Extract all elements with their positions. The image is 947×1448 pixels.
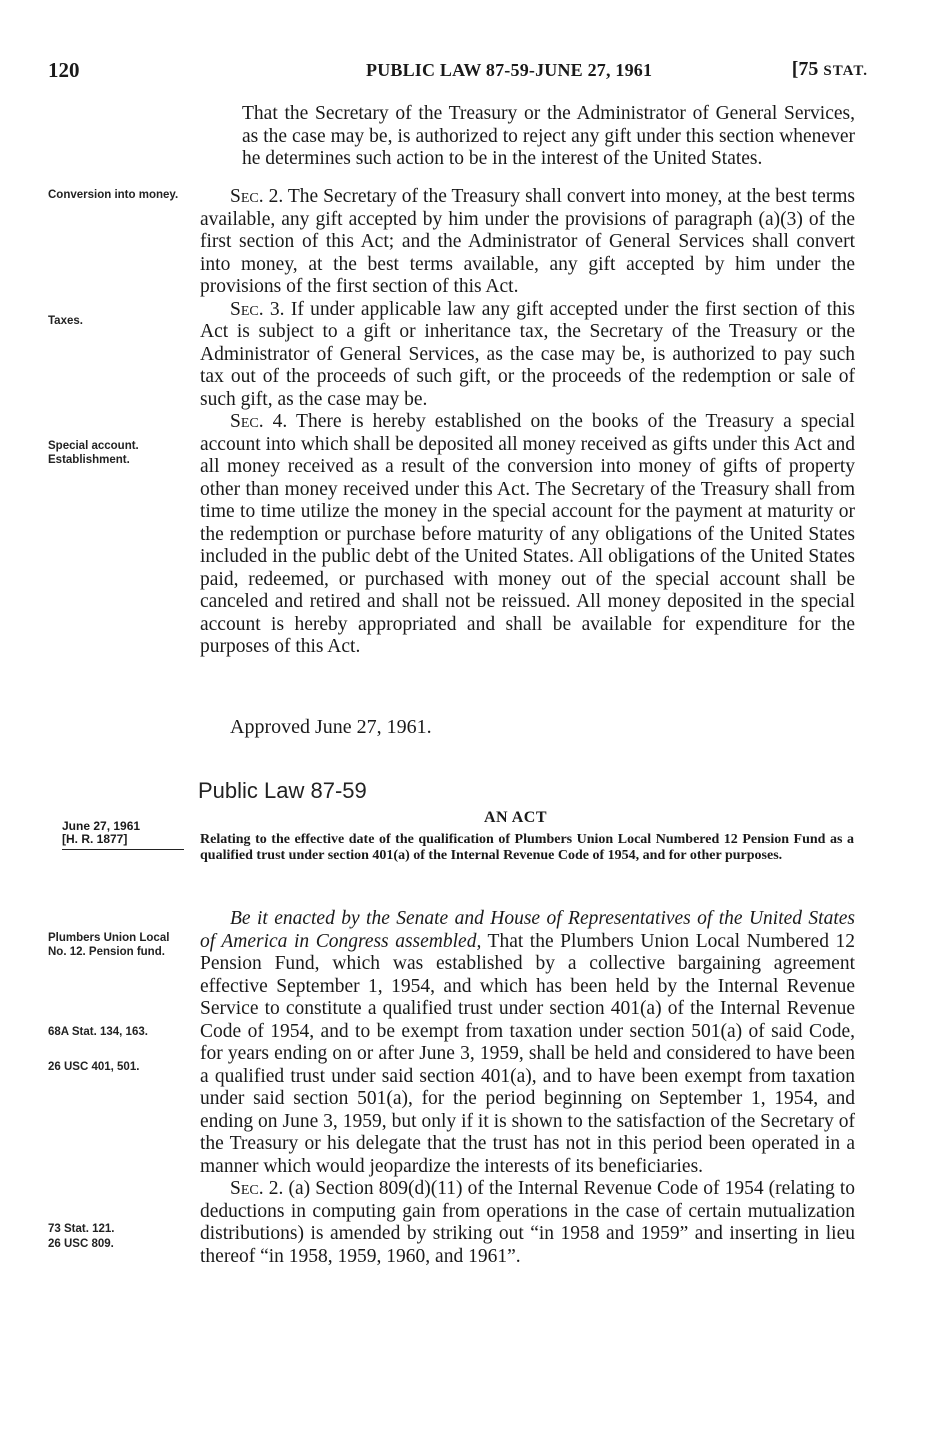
section-3 [200, 299, 855, 412]
volume-stat: STAT. [823, 63, 868, 79]
bill-number: [H. R. 1877] [62, 833, 184, 850]
law-section-1 [200, 908, 855, 1178]
page-number: 120 [48, 58, 80, 82]
intro-paragraph: That the Secretary of the Treasury or the Administrator of General Services, as the case may be, is authorized to reject any gift under this section whenever he determines such action to be in the interest of the United States. [242, 103, 855, 169]
section-3-label: Sec. 3. [230, 298, 285, 320]
section-4-text: There is hereby established on the books of the Treasury a special account into which shall be deposited all money received as gifts under this Act and all money received as a result of the conversion into money of gifts of property other than money received under this Act. The Secretary of the Treasury shall from time to time utilize the money in the special account for the payment at maturity or the redemption or purchase before maturity of any obligations of the United States included in the public debt of the United States. All obligations of the United States paid, redeemed, or purchased with money out of the special account shall be canceled and retired and shall not be reissued. All money deposited in the special account is hereby appropriated and shall be available for expenditure for the purposes of this Act. [200, 411, 855, 657]
act-caption [200, 832, 854, 864]
volume-prefix: [75 [791, 58, 824, 80]
margin-note-26-usc-401: 26 USC 401, 501. [48, 1061, 140, 1073]
section-2-label: Sec. 2. [230, 186, 284, 207]
margin-note-plumbers: Plumbers Union Local No. 12. Pension fund. [48, 932, 170, 958]
margin-note-special-account: Special account. Establishment. [48, 440, 139, 466]
enacting-clause: Be it enacted by the Senate and House of Representatives of the United States of America in Congress assembled, [200, 908, 855, 952]
body-sections [200, 186, 855, 659]
section-4 [200, 411, 855, 659]
margin-note-conversion: Conversion into money. [48, 189, 179, 201]
margin-note-taxes: Taxes. [48, 315, 83, 327]
law-section-1-text: That the Plumbers Union Local Numbered 12 Pension Fund, which was established by a collective bargaining agreement effective September 1, 1954, and which has been held by the Internal Revenue Service to constitute a qualified trust under section 401(a) of the Internal Revenue Code of 1954, and to be exempt from taxation under section 501(a) of said Code, for years ending on or after June 3, 1959, shall be held and considered to have been a qualified trust under said section 401(a), and to have been exempt from taxation under said section 501(a), for the period beginning on September 1, 1954, and ending on June 3, 1959, but only if it is shown to the satisfaction of the Secretary of the Treasury or his delegate that the trust has not in this period been operated in a manner which would jeopardize the interests of its beneficiaries. [200, 930, 856, 1177]
section-3-text: If under applicable law any gift accepted under the first section of this Act is subject to a gift or inheritance tax, the Secretary of the Treasury or the Administrator of General Services, as the case may be, is authorized to pay such tax out of the proceeds of such gift, or the proceeds of the redemption or sale of such gift, as the case may be. [200, 298, 855, 410]
law-body [200, 908, 855, 1268]
margin-note-26-usc-809: 26 USC 809. [48, 1238, 114, 1250]
public-law-title: Public Law 87-59 [198, 778, 367, 803]
an-act-heading: AN ACT [484, 809, 548, 826]
section-4-label: Sec. 4. [230, 411, 288, 432]
act-caption-text: Relating to the effective date of the qualification of Plumbers Union Local Numbered 12 Pension Fund as a qualified trust under section 401(a) of the Internal Revenue Code of 1954, and for other purposes. [200, 832, 854, 863]
running-title: PUBLIC LAW 87-59-JUNE 27, 1961 [366, 60, 653, 80]
margin-note-68a-stat: 68A Stat. 134, 163. [48, 1026, 148, 1038]
approved-date: Approved June 27, 1961. [230, 716, 432, 738]
margin-note-73-stat: 73 Stat. 121. [48, 1223, 115, 1235]
date-block [62, 820, 184, 850]
volume-reference [792, 58, 868, 81]
page-header [48, 58, 868, 86]
section-2-text: The Secretary of the Treasury shall convert into money, at the best terms available, any gift accepted by him under the provisions of paragraph (a)(3) of the first section of this Act; and the Administrator of General Services shall convert into money, at the best terms available, any gift accepted by him under the provisions of the first section of this Act. [200, 186, 855, 297]
section-2 [200, 186, 855, 299]
law-section-2-text: (a) Section 809(d)(11) of the Internal Revenue Code of 1954 (relating to deductions in computing gain from operations in the case of certain mutualization distributions) is amended by striking out “in 1958 and 1959” and inserting in lieu thereof “in 1958, 1959, 1960, and 1961”. [200, 1178, 855, 1267]
law-section-2 [200, 1178, 855, 1268]
law-section-2-label: Sec. 2. [230, 1178, 284, 1199]
enactment-date: June 27, 1961 [62, 819, 141, 833]
